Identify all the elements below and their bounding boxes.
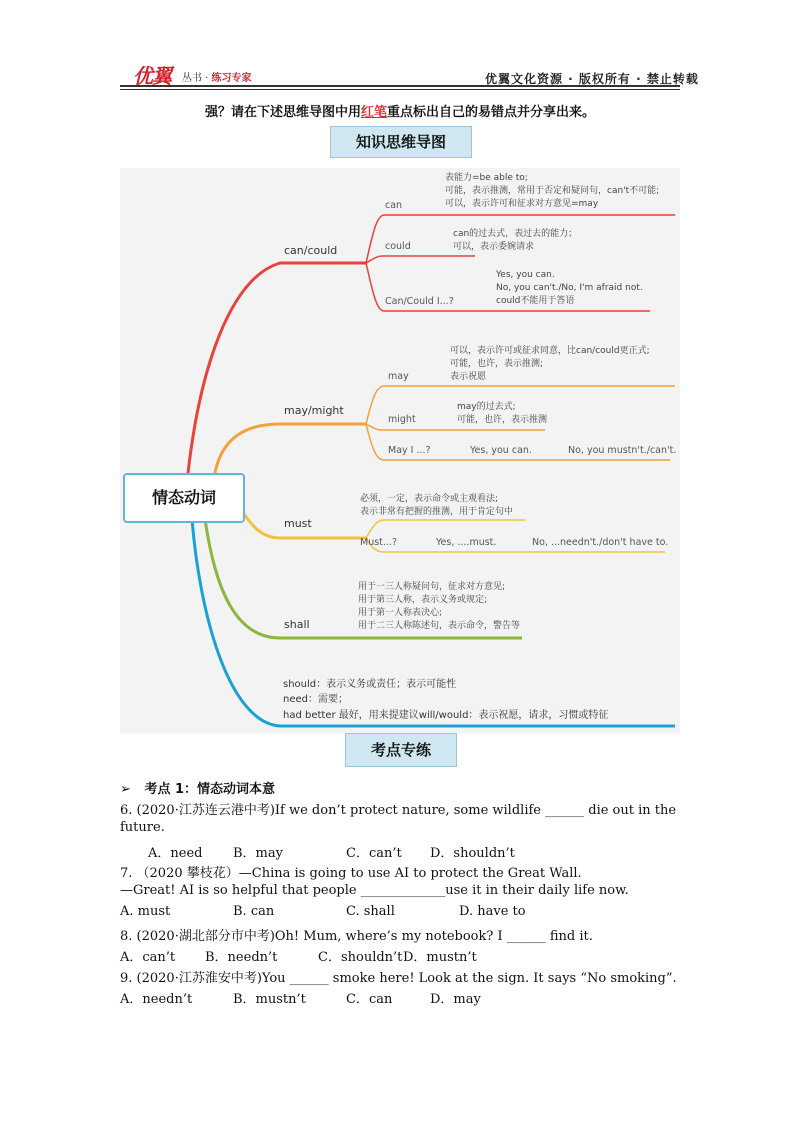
node-must: must xyxy=(284,517,312,530)
node-can-could-question: Can/Could I...? xyxy=(385,296,454,307)
q9-option-a[interactable]: A．needn’t xyxy=(120,992,193,1007)
note-must-2: 表示非常有把握的推测，用于肯定句中 xyxy=(360,507,514,517)
node-can: can xyxy=(385,200,403,211)
q6-option-d[interactable]: D．shouldn’t xyxy=(430,846,515,861)
series-prefix: 丛书 · xyxy=(182,73,212,84)
q9-option-c[interactable]: C．can xyxy=(346,992,393,1007)
q6-option-b[interactable]: B．may xyxy=(233,846,283,861)
node-may-question: May I ...? xyxy=(388,445,431,456)
note-can-q-3: could不能用于答语 xyxy=(496,296,575,306)
node-can-could: can/could xyxy=(284,244,338,257)
question-9-stem: 9. (2020·江苏淮安中考)You ______ smoke here! Look at the sign. It says “No smoking”. xyxy=(120,971,677,986)
note-must-no: No, ...needn't./don't have to. xyxy=(532,537,669,548)
question-7-stem-cont: —Great! AI is so helpful that people _____________use it in their daily life now. xyxy=(120,883,629,898)
node-may-might: may/might xyxy=(284,404,344,417)
branch-could xyxy=(366,256,475,263)
branch-can-could xyxy=(188,263,366,473)
intro-sentence xyxy=(120,101,680,120)
branch-must-notes xyxy=(366,520,525,538)
q6-option-a[interactable]: A．need xyxy=(148,846,203,861)
note-could-1: can的过去式，表过去的能力； xyxy=(453,229,578,239)
section-title: 考点 1：情态动词本意 xyxy=(144,782,276,797)
mind-map xyxy=(120,168,680,733)
node-must-question: Must...? xyxy=(360,537,397,548)
note-shall-3: 用于第一人称表决心; xyxy=(358,608,443,618)
note-should: should：表示义务或责任；表示可能性 xyxy=(283,679,457,690)
note-can-1: 表能力=be able to; xyxy=(445,173,528,183)
note-shall-1: 用于一三人称疑问句，征求对方意见; xyxy=(358,582,506,592)
node-shall: shall xyxy=(284,618,310,631)
note-may-1: 可以，表示许可或征求同意，比can/could更正式; xyxy=(450,346,650,356)
mindmap-title: 知识思维导图 xyxy=(330,126,472,158)
q7-option-c[interactable]: C. shall xyxy=(346,904,395,919)
note-can-2: 可能，表示推测，常用于否定和疑问句，can't不可能; xyxy=(445,186,660,196)
note-can-q-1: Yes, you can. xyxy=(496,270,555,280)
note-may-3: 表示祝愿 xyxy=(450,372,487,382)
series-tag xyxy=(182,69,252,84)
q8-option-b[interactable]: B．needn’t xyxy=(205,950,278,965)
q7-option-d[interactable]: D. have to xyxy=(459,904,526,919)
q8-option-c[interactable]: C．shouldn’t xyxy=(318,950,403,965)
header-divider-thin xyxy=(120,89,680,90)
q9-option-d[interactable]: D．may xyxy=(430,992,481,1007)
section-heading xyxy=(120,778,275,797)
arrow-bullet-icon: ➢ xyxy=(120,782,131,797)
question-8-stem: 8. (2020·湖北部分市中考)Oh! Mum, where’s my notebook? I ______ find it. xyxy=(120,929,593,944)
note-may-no: No, you mustn't./can't. xyxy=(568,445,677,456)
q8-option-d[interactable]: D．mustn’t xyxy=(403,950,477,965)
q9-option-b[interactable]: B．mustn’t xyxy=(233,992,306,1007)
note-may-2: 可能，也许，表示推测; xyxy=(450,359,544,369)
q6-option-c[interactable]: C．can’t xyxy=(346,846,402,861)
note-must-yes: Yes, ....must. xyxy=(436,537,497,548)
node-may: may xyxy=(388,371,409,382)
note-could-2: 可以，表示委婉请求 xyxy=(453,242,535,252)
copyright-notice: 优翼文化资源 · 版权所有 · 禁止转载 xyxy=(485,72,699,86)
note-might-2: 可能，也许，表示推测 xyxy=(457,415,548,425)
intro-before: 强？请在下述思维导图中用 xyxy=(204,105,361,120)
intro-after: 重点标出自己的易错点并分享出来。 xyxy=(387,105,596,120)
series-highlight: 练习专家 xyxy=(211,73,252,84)
node-could: could xyxy=(385,241,411,252)
note-may-yes: Yes, you can. xyxy=(470,445,532,456)
note-had-better: had better 最好，用来提建议will/would：表示祝愿，请求，习惯或特征 xyxy=(283,710,609,721)
note-might-1: may的过去式; xyxy=(457,402,516,412)
intro-highlight: 红笔 xyxy=(360,105,387,120)
header-divider xyxy=(120,85,680,87)
question-7-stem: 7. （2020 攀枝花）—China is going to use AI to protect the Great Wall. xyxy=(120,866,582,881)
central-node: 情态动词 xyxy=(123,473,245,523)
note-shall-4: 用于二三人称陈述句，表示命令，警告等 xyxy=(358,621,521,631)
note-need: need：需要； xyxy=(283,694,348,705)
node-might: might xyxy=(388,414,416,425)
q8-option-a[interactable]: A．can’t xyxy=(120,950,176,965)
note-must-1: 必须，一定，表示命令或主观看法; xyxy=(360,494,499,504)
note-shall-2: 用于第三人称，表示义务或规定; xyxy=(358,595,488,605)
question-6-stem-cont: future. xyxy=(120,820,165,835)
brand-logo: 优翼 xyxy=(133,64,171,88)
note-can-q-2: No, you can't./No, I'm afraid not. xyxy=(496,283,643,293)
q7-option-a[interactable]: A. must xyxy=(120,904,171,919)
note-can-3: 可以，表示许可和征求对方意见=may xyxy=(445,199,599,209)
question-6-stem: 6. (2020·江苏连云港中考)If we don’t protect nature, some wildlife ______ die out in the xyxy=(120,803,677,818)
q7-option-b[interactable]: B. can xyxy=(233,904,275,919)
practice-title: 考点专练 xyxy=(345,733,457,767)
branch-may-might xyxy=(215,424,366,473)
